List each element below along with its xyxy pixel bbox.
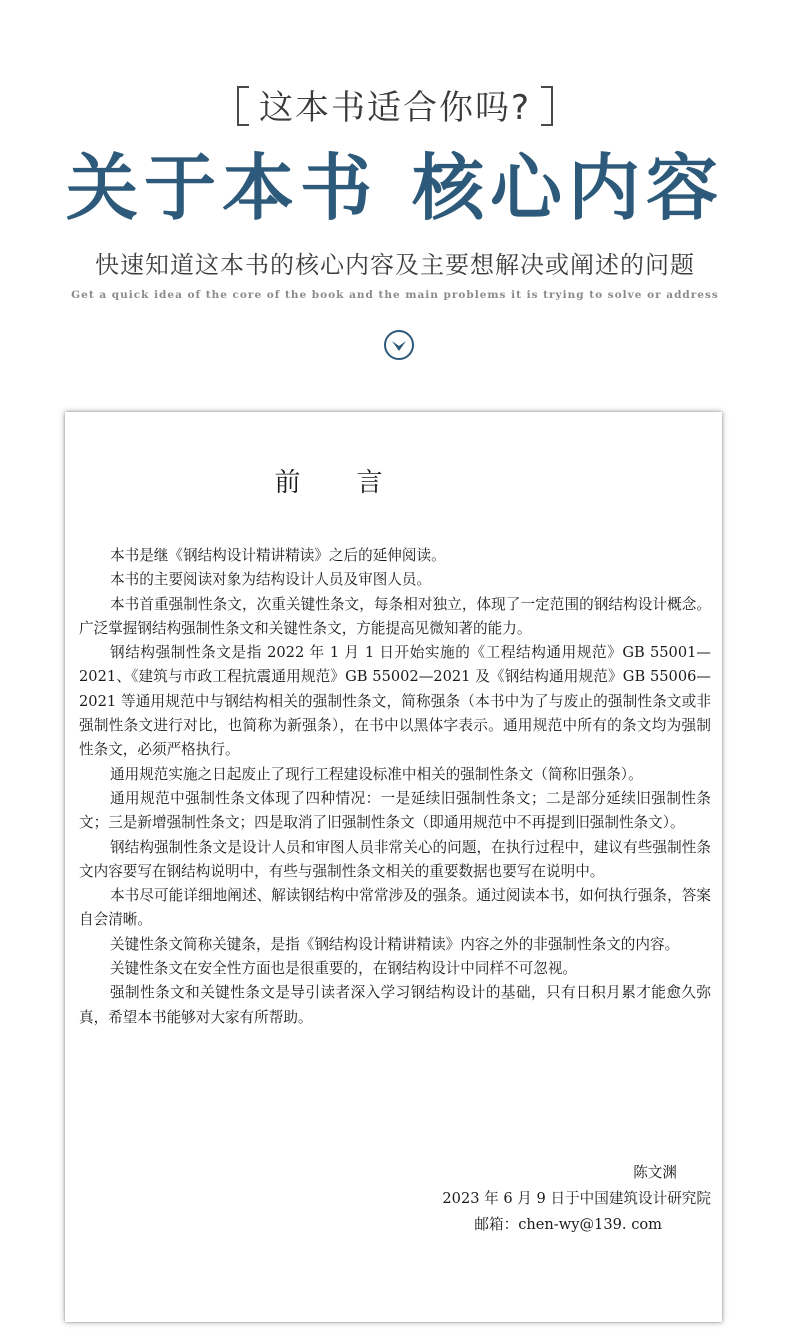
preface-paragraph: 本书的主要阅读对象为结构设计人员及审图人员。 bbox=[110, 571, 432, 589]
subtitle: 快速知道这本书的核心内容及主要想解决或阐述的问题 bbox=[95, 251, 695, 279]
preface-paragraph: 强制性条文和关键性条文是导引读者深入学习钢结构设计的基础，只有日积月累才能愈久弥真，希望本书能够对大家有所帮助。 bbox=[79, 984, 711, 1026]
chevron-down-icon bbox=[389, 336, 409, 356]
chevron-down-circle-icon[interactable] bbox=[384, 330, 414, 360]
preface-paragraph: 关键性条文在安全性方面也是很重要的，在钢结构设计中同样不可忽视。 bbox=[110, 960, 578, 978]
main-title bbox=[0, 140, 790, 236]
preface-title-char2: 言 bbox=[356, 468, 383, 498]
kicker-heading bbox=[0, 80, 790, 130]
author-email: 邮箱：chen-wy@139. com bbox=[474, 1216, 662, 1233]
date-place: 2023 年 6 月 9 日于中国建筑设计研究院 bbox=[442, 1190, 711, 1207]
preface-title bbox=[0, 462, 657, 499]
kicker-text: 这本书适合你吗? bbox=[258, 88, 532, 128]
right-bracket bbox=[541, 86, 553, 126]
subtitle-english: Get a quick idea of the core of the book and the main problems it is trying to solve or address bbox=[71, 289, 719, 301]
preface-paragraph: 钢结构强制性条文是设计人员和审图人员非常关心的问题，在执行过程中，建议有些强制性条文内容要写在钢结构说明中，有些与强制性条文相关的重要数据也要写在说明中。 bbox=[79, 838, 711, 880]
preface-paragraph: 本书首重强制性条文，次重关键性条文，每条相对独立，体现了一定范围的钢结构设计概念。广泛掌握钢结构强制性条文和关键性条文，方能提高见微知著的能力。 bbox=[79, 595, 711, 637]
preface-paragraph: 关键性条文简称关键条，是指《钢结构设计精讲精读》内容之外的非强制性条文的内容。 bbox=[110, 935, 680, 953]
preface-paragraph: 本书尽可能详细地阐述、解读钢结构中常常涉及的强条。通过阅读本书，如何执行强条，答案自会清晰。 bbox=[79, 887, 711, 929]
header-section bbox=[0, 0, 790, 410]
left-bracket bbox=[237, 86, 249, 126]
preface-paragraph: 钢结构强制性条文是指 2022 年 1 月 1 日开始实施的《工程结构通用规范》GB 55001—2021、《建筑与市政工程抗震通用规范》GB 55002—2021 及《钢结构通用规范》GB 55006—2021 等通用规范中与钢结构相关的强制性条文，简称强条（本书中为了与废止的强制性条文或非强制性条文进行对比，也简称为新强条），在书中以黑体字表示。通用规范中所有的条文均为强制性条文，必须严格执行。 bbox=[79, 644, 711, 759]
preface-body bbox=[79, 544, 711, 1030]
preface-paragraph: 本书是继《钢结构设计精讲精读》之后的延伸阅读。 bbox=[110, 547, 446, 564]
main-title-part2: 核心内容 bbox=[412, 145, 725, 230]
preface-title-char1: 前 bbox=[274, 468, 301, 498]
author-name: 陈文渊 bbox=[633, 1164, 677, 1181]
preface-paragraph: 通用规范实施之日起废止了现行工程建设标准中相关的强制性条文（简称旧强条）。 bbox=[110, 765, 643, 783]
main-title-part1: 关于本书 bbox=[65, 145, 378, 230]
preface-paragraph: 通用规范中强制性条文体现了四种情况：一是延续旧强制性条文；二是部分延续旧强制性条文；三是新增强制性条文；四是取消了旧强制性条文（即通用规范中不再提到旧强制性条文）。 bbox=[79, 789, 711, 832]
